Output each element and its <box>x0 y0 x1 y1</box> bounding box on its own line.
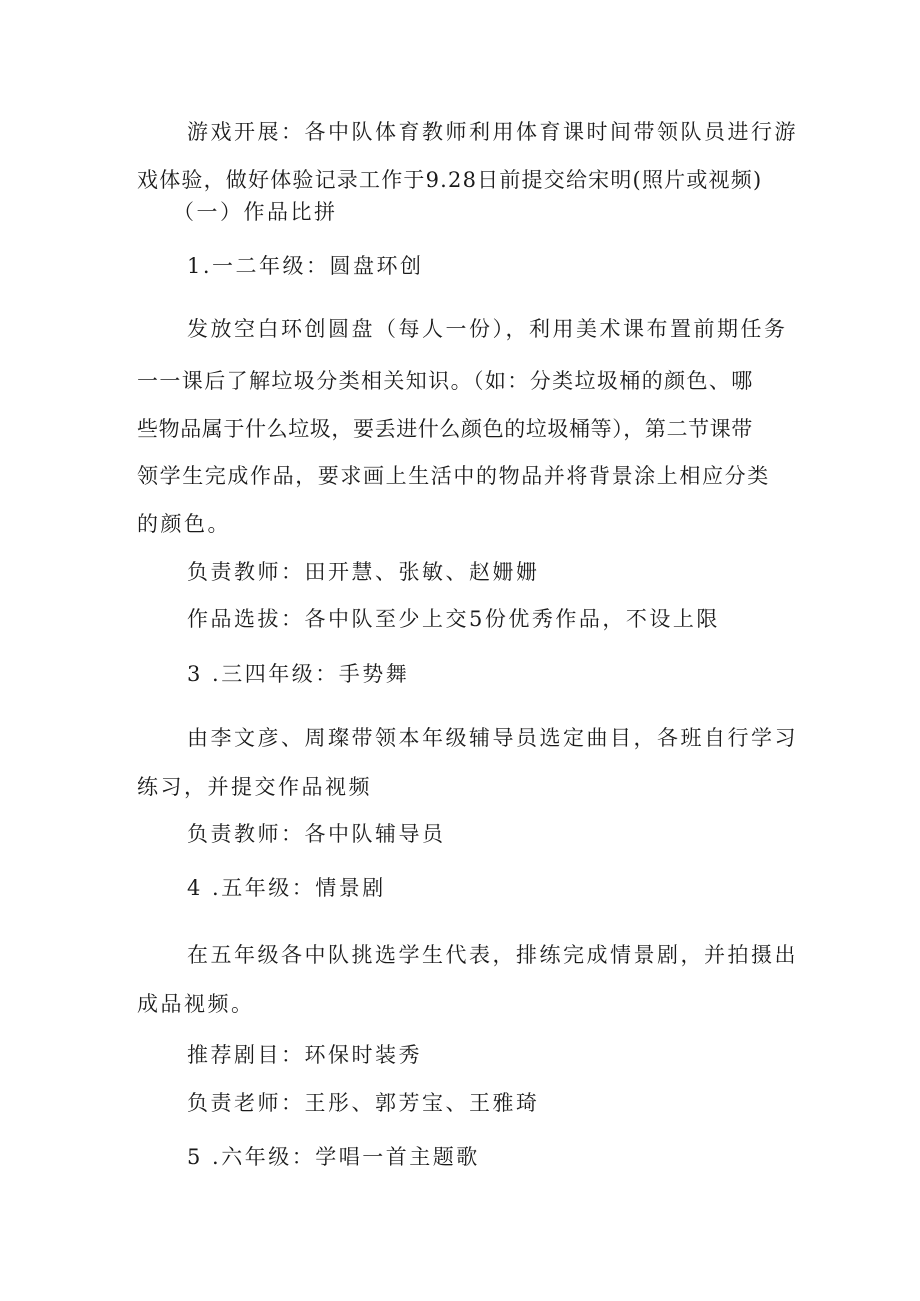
paragraph-disc-line-5: 的颜色。 <box>137 512 231 536</box>
paragraph-disc-line-1: 发放空白环创圆盘（每人一份），利用美术课布置前期任务 <box>187 317 788 341</box>
selection-note: 作品选拔：各中队至少上交5份优秀作品，不设上限 <box>187 607 720 631</box>
grade-6-heading: 5 .六年级：学唱一首主题歌 <box>187 1145 480 1169</box>
section-heading-works: （一）作品比拼 <box>173 200 338 224</box>
teachers-grade-1-2: 负责教师：田开慧、张敏、赵姗姗 <box>187 560 540 584</box>
paragraph-game-line-1: 游戏开展：各中队体育教师利用体育课时间带领队员进行游 <box>187 120 798 144</box>
grade-3-4-heading: 3 .三四年级：手势舞 <box>187 662 410 686</box>
teachers-grade-3-4: 负责教师：各中队辅导员 <box>187 822 446 846</box>
grade-1-2-heading: 1.一二年级：圆盘环创 <box>187 254 424 278</box>
paragraph-disc-line-3: 些物品属于什么垃圾，要丢进什么颜色的垃圾桶等），第二节课带 <box>137 417 753 441</box>
paragraph-disc-line-4: 领学生完成作品，要求画上生活中的物品并将背景涂上相应分类 <box>137 464 770 488</box>
paragraph-dance-line-1: 由李文彦、周璨带领本年级辅导员选定曲目，各班自行学习 <box>187 726 798 750</box>
paragraph-disc-line-2: 一一课后了解垃圾分类相关知识。（如：分类垃圾桶的颜色、哪 <box>137 369 754 393</box>
teachers-grade-5: 负责老师：王彤、郭芳宝、王雅琦 <box>187 1091 540 1115</box>
paragraph-drama-line-2: 成品视频。 <box>137 992 255 1016</box>
paragraph-dance-line-2: 练习，并提交作品视频 <box>137 775 372 799</box>
paragraph-game-line-2: 戏体验，做好体验记录工作于9.28日前提交给宋明(照片或视频) <box>137 168 763 192</box>
paragraph-drama-line-1: 在五年级各中队挑选学生代表，排练完成情景剧，并拍摄出 <box>187 943 798 967</box>
recommended-play: 推荐剧目：环保时装秀 <box>187 1043 422 1067</box>
grade-5-heading: 4 .五年级：情景剧 <box>187 876 386 900</box>
